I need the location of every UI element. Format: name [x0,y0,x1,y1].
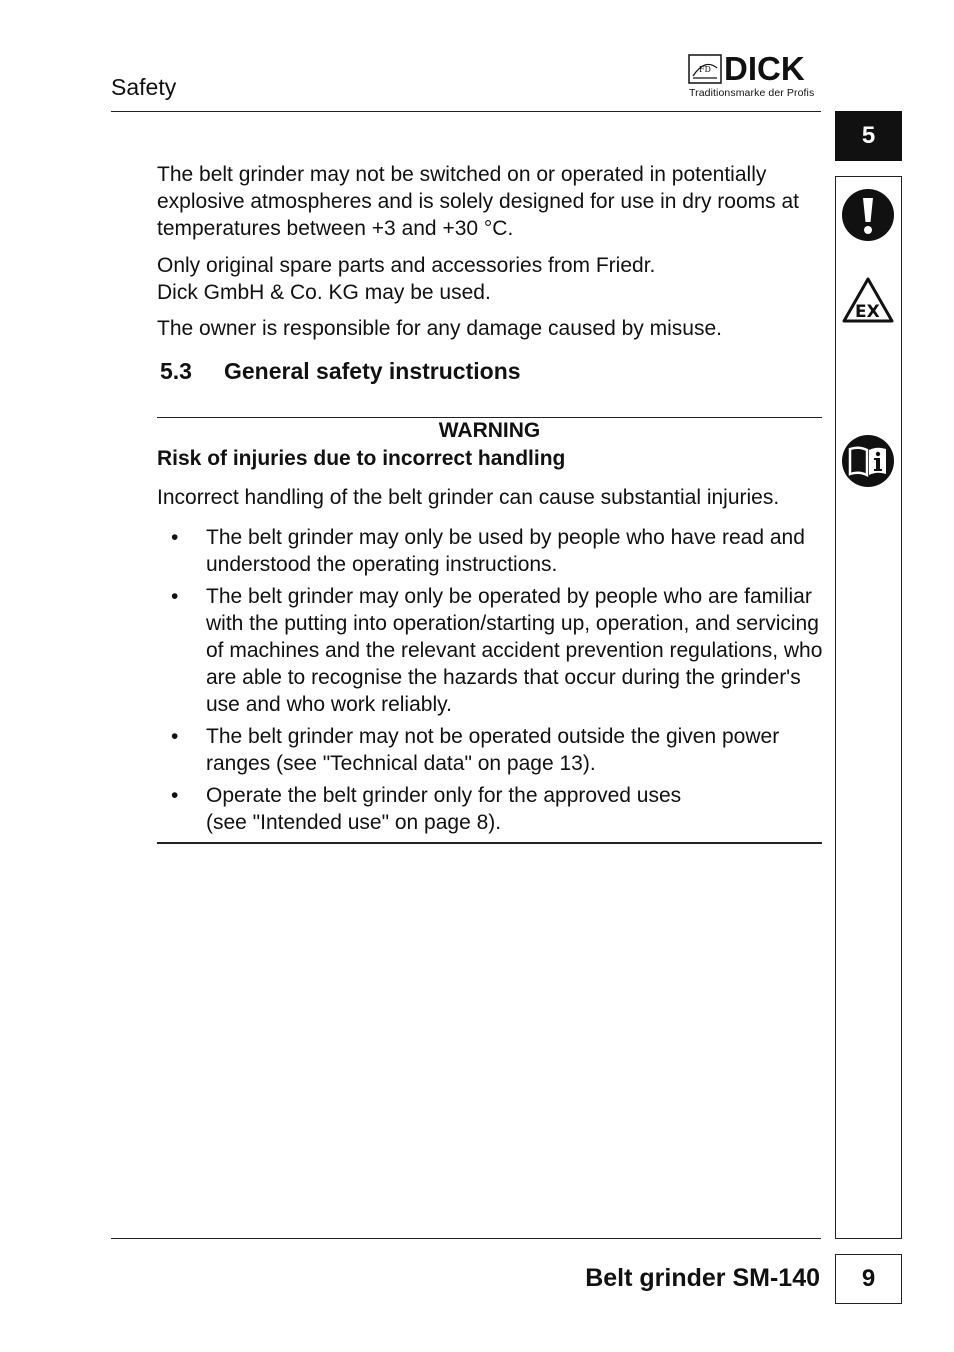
logo-mark-icon [688,54,722,84]
ex-label: EX [855,302,880,322]
paragraph-spare-parts-line1: Only original spare parts and accessories from Friedr. [157,254,656,277]
exclamation-icon [842,188,894,242]
logo-tagline: Traditionsmarke der Profis [689,87,815,99]
bullet-symbol: • [171,526,179,549]
warning-bottom-rule [157,842,822,844]
footer-product-title: Belt grinder SM-140 [585,1264,820,1292]
bullet-symbol: • [171,784,179,807]
warning-subtitle: Risk of injuries due to incorrect handling [157,447,566,470]
warning-top-rule [157,417,822,418]
logo-mark-text: FD [699,65,711,74]
manual-info-icon [842,435,894,487]
header-divider [111,111,821,112]
bullet-text: The belt grinder may not be operated outside the given power ranges (see "Technical data" on page 13). [206,725,780,775]
bullet-symbol: • [171,725,179,748]
bullet-text: The belt grinder may only be used by people who have read and understood the operating instructions. [206,526,805,576]
brand-logo [688,52,820,102]
chapter-tab: 5 [835,111,902,161]
paragraph-explosive-atmospheres: The belt grinder may not be switched on or operated in potentially explosive atmospheres and is solely designed for use in dry rooms at temperatures between +3 and +30 °C. [157,163,799,240]
section-heading [160,358,521,385]
paragraph-spare-parts [157,252,822,306]
warning-intro: Incorrect handling of the belt grinder can cause substantial injuries. [157,486,780,509]
sidebar-frame [835,176,902,1239]
warning-bullet-list [157,524,827,841]
section-title: General safety instructions [224,358,521,384]
paragraph-spare-parts-line2: Dick GmbH & Co. KG may be used. [157,281,491,304]
header-section-title: Safety [111,74,177,100]
bullet-text: The belt grinder may only be operated by people who are familiar with the putting into operation/starting up, operation, and servicing of machines and the relevant accident prevention regulations, who are able to recognise the hazards that occur during the grinder's use and who work reliably. [206,585,823,716]
section-number: 5.3 [160,358,192,384]
list-item [157,583,827,718]
logo-wordmark: DICK [724,50,805,87]
list-item [157,524,827,578]
ex-warning-icon [842,276,894,324]
bullet-text-line2: (see "Intended use" on page 8). [206,811,502,834]
bullet-symbol: • [171,585,179,608]
footer-divider [111,1238,821,1239]
bullet-text-line1: Operate the belt grinder only for the approved uses [206,784,682,807]
paragraph-owner-responsibility: The owner is responsible for any damage caused by misuse. [157,317,722,340]
warning-label: WARNING [438,419,541,442]
list-item [157,723,827,777]
list-item [157,782,827,836]
page-number: 9 [835,1254,902,1304]
